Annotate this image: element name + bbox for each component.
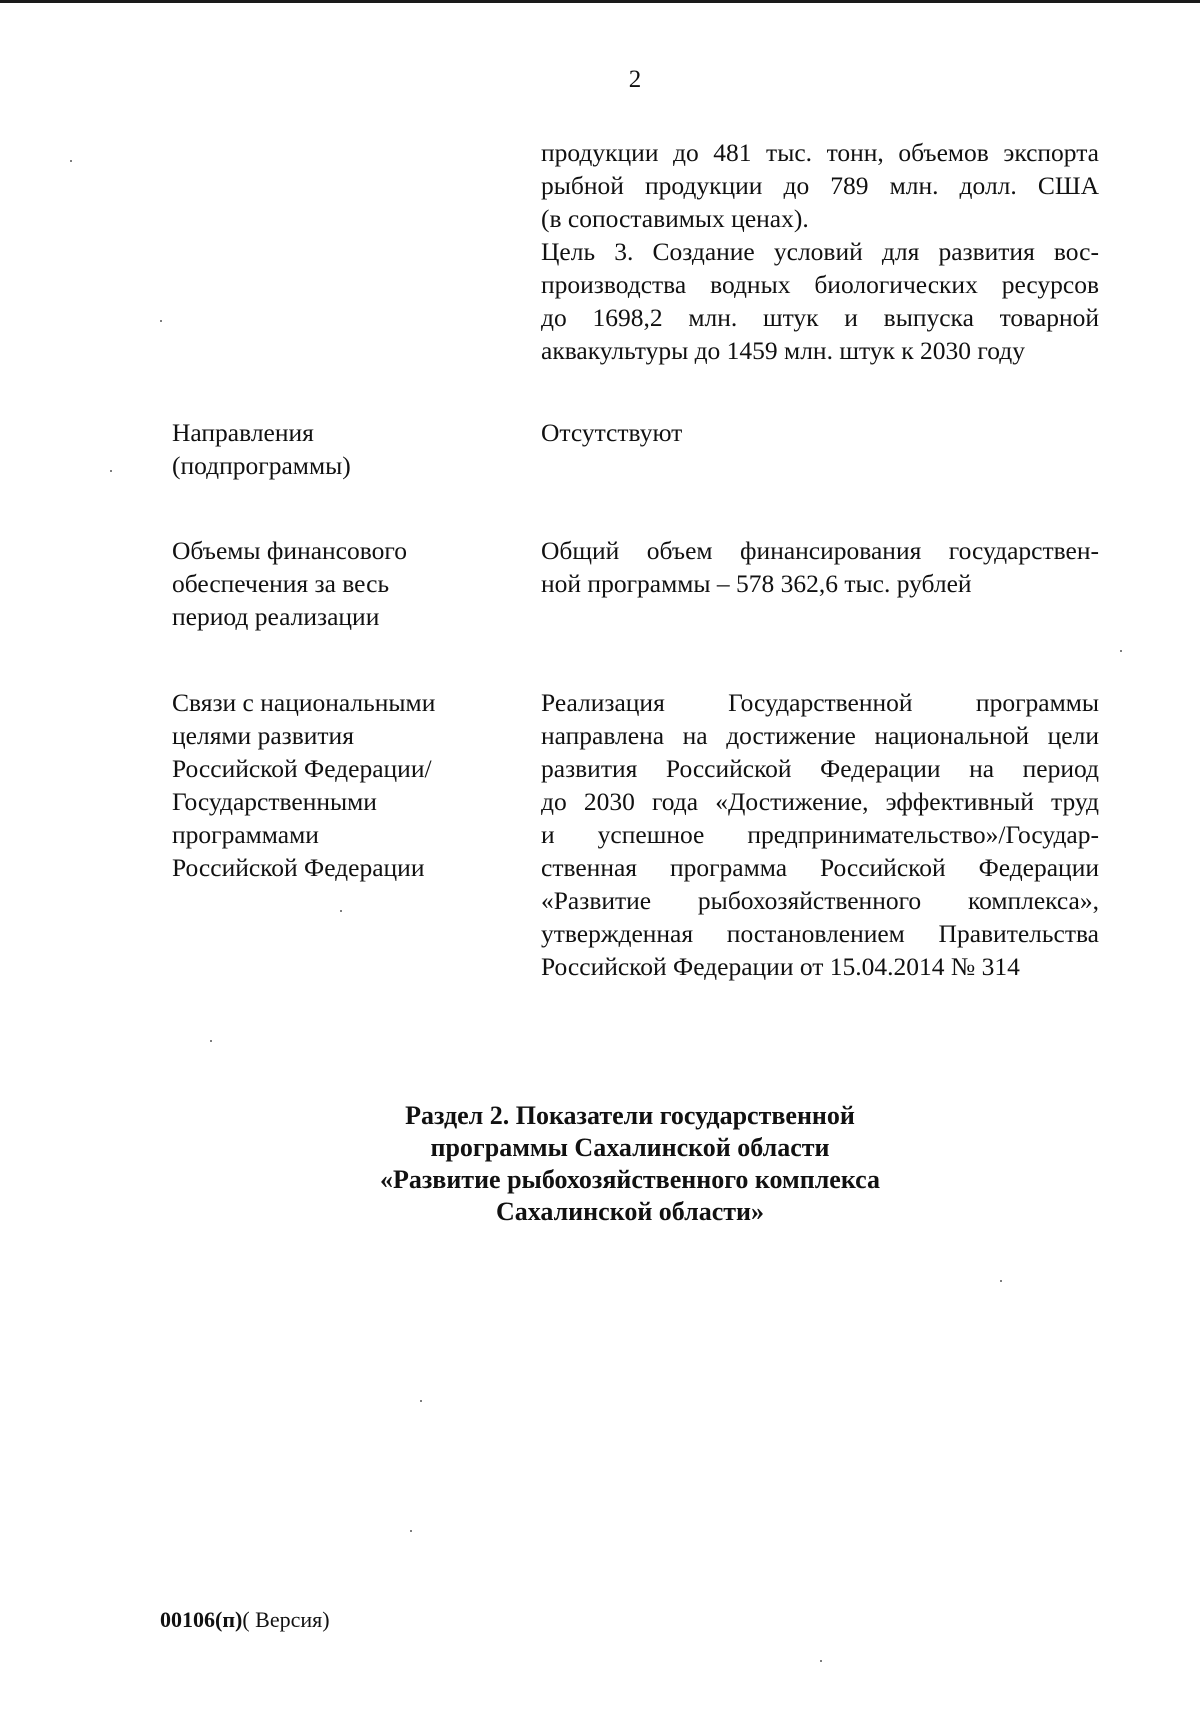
label-line: Российской Федерации [172,853,425,882]
label-line: целями развития [172,721,354,750]
row-value-national-goals [541,686,1099,983]
goals-line: рыбной продукции до 789 млн. долл. США [541,171,1099,200]
scan-speck [340,910,342,912]
label-line: Российской Федерации/ [172,754,432,783]
scan-speck [110,470,112,472]
scan-speck [1120,650,1122,652]
scan-top-edge [0,0,1200,3]
label-line: Связи с национальными [172,688,436,717]
label-line: период реализации [172,602,380,631]
heading-line: «Развитие рыбохозяйственного комплекса [379,1165,881,1194]
value-line: утвержденная постановлением Правительства [541,919,1099,948]
goals-line: (в сопоставимых ценах). [541,204,809,233]
row-value-directions [541,416,1099,449]
scan-speck [210,1040,212,1042]
scan-speck [1000,1280,1002,1282]
goals-line: до 1698,2 млн. штук и выпуска товарной [541,303,1099,332]
goals-line: продукции до 481 тыс. тонн, объемов экспорта [541,138,1099,167]
scan-speck [70,160,72,162]
heading-line: Сахалинской области» [495,1197,765,1226]
value-line: Российской Федерации от 15.04.2014 № 314 [541,952,1020,981]
value-line: ственная программа Российской Федерации [541,853,1099,882]
value-line: ной программы – 578 362,6 тыс. рублей [541,569,972,598]
row-label-financing [172,534,502,633]
row-value-financing [541,534,1099,600]
section-heading [300,1100,960,1228]
value-line: «Развитие рыбохозяйственного комплекса», [541,886,1099,915]
document-code-number: 00106(п) [160,1607,243,1632]
scan-speck [160,320,162,322]
value-line: Реализация Государственной программы [541,688,1099,717]
row-label-directions [172,416,502,482]
goals-line: производства водных биологических ресурсов [541,270,1099,299]
scan-speck [820,1660,822,1662]
document-code [160,1607,330,1633]
scan-speck [410,1530,412,1532]
row-label-national-goals [172,686,502,884]
goals-line: аквакультуры до 1459 млн. штук к 2030 году [541,336,1025,365]
value-line: Общий объем финансирования государствен- [541,536,1099,565]
label-line: программами [172,820,319,849]
page-number: 2 [628,66,642,93]
value-line: Отсутствуют [541,418,683,447]
label-line: (подпрограммы) [172,451,351,480]
heading-line: программы Сахалинской области [430,1133,830,1162]
document-version: ( Версия) [242,1607,330,1632]
scan-speck [420,1400,422,1402]
value-line: направлена на достижение национальной цели [541,721,1099,750]
label-line: Государственными [172,787,377,816]
value-line: до 2030 года «Достижение, эффективный труд [541,787,1099,816]
label-line: Объемы финансового [172,536,407,565]
label-line: обеспечения за весь [172,569,390,598]
goals-continuation [541,136,1099,367]
value-line: и успешное предпринимательство»/Государ- [541,820,1099,849]
label-line: Направления [172,418,314,447]
goals-line: Цель 3. Создание условий для развития вос- [541,237,1099,266]
heading-line: Раздел 2. Показатели государственной [405,1101,855,1130]
value-line: развития Российской Федерации на период [541,754,1099,783]
